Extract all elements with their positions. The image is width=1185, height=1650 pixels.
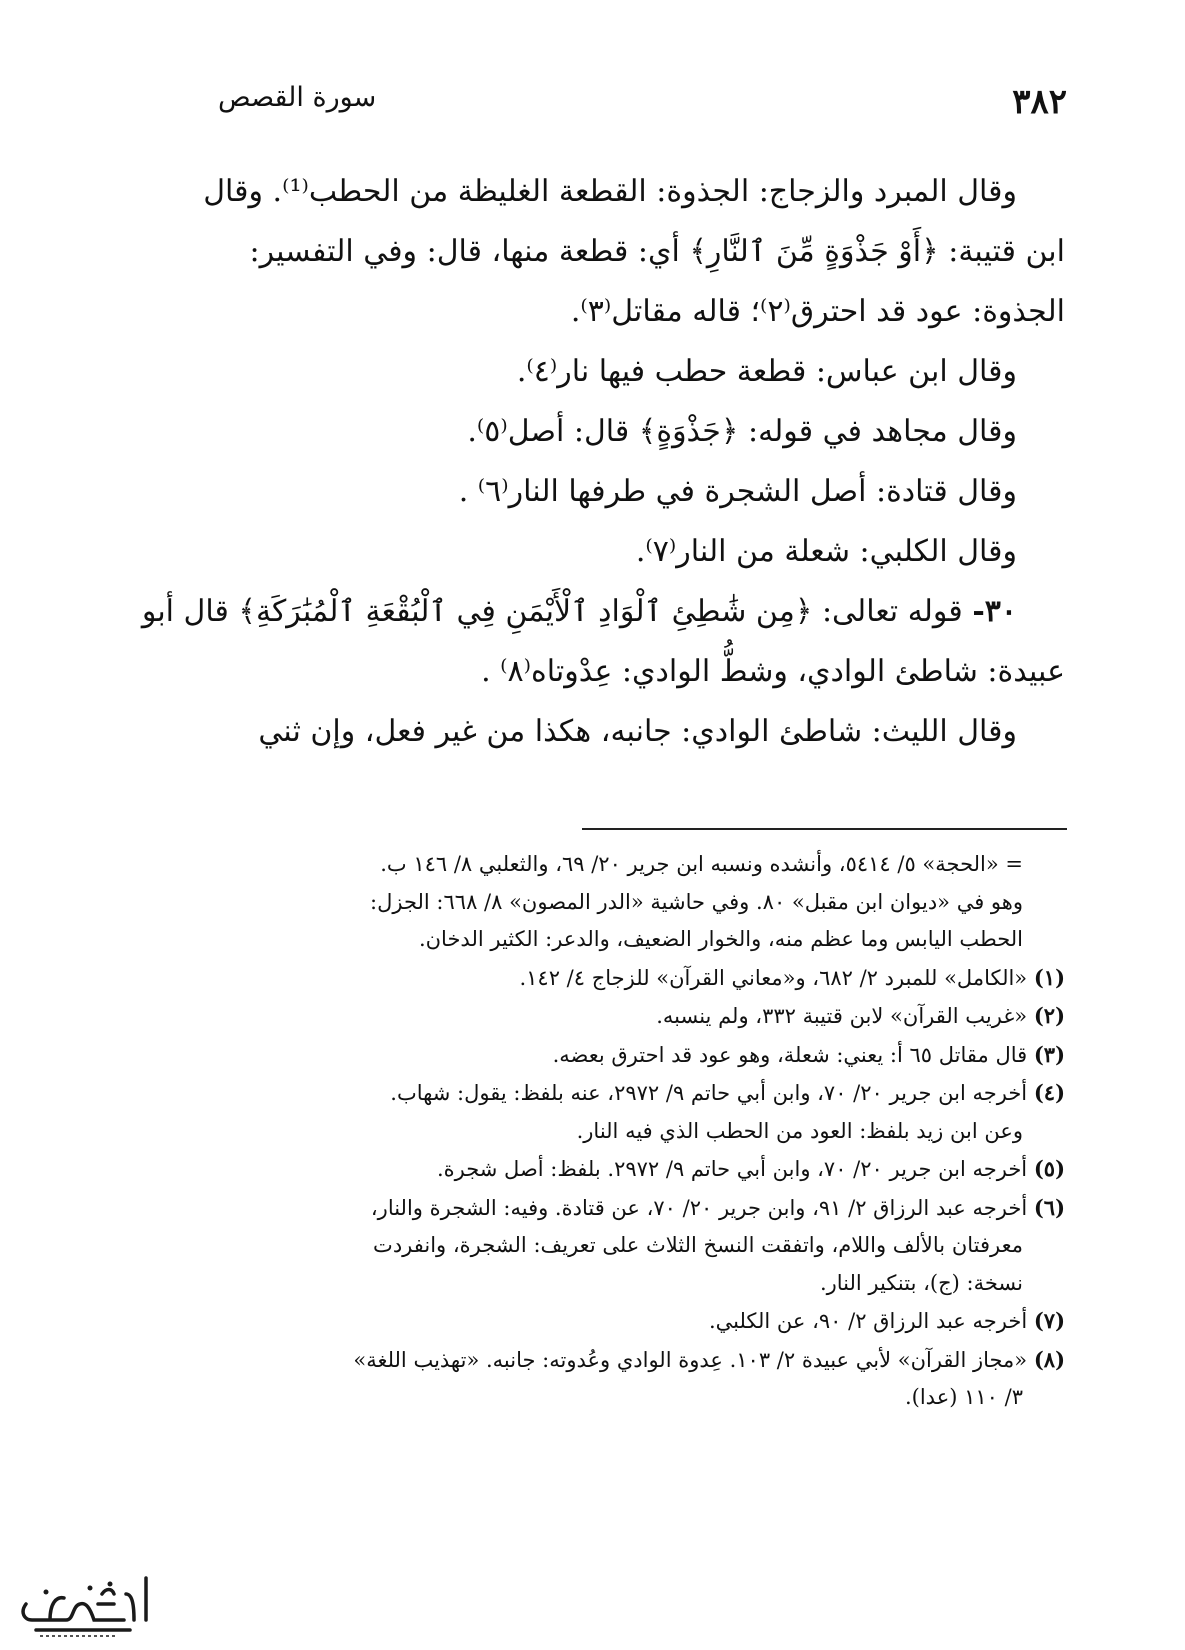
footnote-number: (٦) [1033, 1194, 1065, 1220]
surah-name: سورة القصص [218, 82, 377, 113]
footnote-line: = «الحجة» ٥/ ٥٤١٤، وأنشده ونسبه ابن جرير ٢٠/ ٦٩، والثعلبي ٨/ ١٤٦ ب. [380, 852, 1023, 876]
footnote-text: «الكامل» للمبرد ٢/ ٦٨٢، و«معاني القرآن» للزجاج ٤/ ١٤٢. [519, 965, 1028, 990]
main-line: وقال قتادة: أصل الشجرة في طرفها النار⁽٦⁾ . [458, 474, 1017, 509]
footnote-7 [120, 1302, 1065, 1341]
main-line: وقال الكلبي: شعلة من النار⁽٧⁾. [635, 534, 1017, 569]
footnote-1 [120, 959, 1065, 998]
footnote-4 [120, 1074, 1065, 1113]
footnote-text: قال مقاتل ٦٥ أ: يعني: شعلة، وهو عود قد احترق بعضه. [552, 1042, 1028, 1067]
footnote-number: (٢) [1033, 1003, 1065, 1028]
footnote-line: معرفتان بالألف واللام، واتفقت النسخ الثلاث على تعريف: الشجرة، وانفردت [373, 1233, 1023, 1257]
page-number: ٣٨٢ [1012, 82, 1067, 122]
main-line: الجذوة: عود قد احترق⁽٢⁾؛ قاله مقاتل⁽٣⁾. [570, 294, 1065, 329]
footnote-line: وعن ابن زيد بلفظ: العود من الحطب الذي فيه النار. [576, 1118, 1023, 1143]
verse-text: قوله تعالى: ﴿مِن شَٰطِئِ ٱلْوَادِ ٱلْأَيْمَنِ فِي ٱلْبُقْعَةِ ٱلْمُبَٰرَكَةِ﴾ قال أبو [141, 594, 963, 629]
verse-line [120, 582, 1065, 642]
main-line: عبيدة: شاطئ الوادي، وشطُّ الوادي: عِدْوتاه⁽٨⁾ . [481, 654, 1065, 689]
footnote-divider [582, 828, 1067, 830]
main-line: ابن قتيبة: ﴿أَوْ جَذْوَةٍ مِّنَ ٱلنَّارِ﴾ أي: قطعة منها، قال: وفي التفسير: [249, 234, 1065, 269]
footnote-2 [120, 997, 1065, 1036]
verse-number: ٣٠- [972, 594, 1017, 629]
footnotes [120, 846, 1065, 1417]
main-line: وقال المبرد والزجاج: الجذوة: القطعة الغليظة من الحطب⁽¹⁾. وقال [203, 174, 1017, 209]
main-line: وقال الليث: شاطئ الوادي: جانبه، هكذا من غير فعل، وإن ثني [258, 714, 1017, 749]
footnote-5 [120, 1150, 1065, 1189]
footnote-text: أخرجه ابن جرير ٢٠/ ٧٠، وابن أبي حاتم ٩/ ٢٩٧٢. بلفظ: أصل شجرة. [436, 1157, 1028, 1181]
footnote-text: «غريب القرآن» لابن قتيبة ٣٣٢، ولم ينسبه. [656, 1004, 1028, 1028]
footnote-text: «مجاز القرآن» لأبي عبيدة ٢/ ١٠٣. عِدوة الوادي وعُدوته: جانبه. «تهذيب اللغة» [353, 1347, 1028, 1372]
footnote-line: الحطب اليابس وما عظم منه، والخوار الضعيف، والدعر: الكثير الدخان. [418, 927, 1023, 951]
main-text [120, 162, 1065, 762]
footnote-3 [120, 1036, 1065, 1075]
footnote-number: (٣) [1033, 1041, 1065, 1067]
footnote-number: (٧) [1033, 1308, 1065, 1333]
footnote-number: (٥) [1033, 1156, 1065, 1181]
footnote-number: (٨) [1033, 1346, 1065, 1372]
footnote-text: أخرجه ابن جرير ٢٠/ ٧٠، وابن أبي حاتم ٩/ ٢٩٧٢، عنه بلفظ: يقول: شهاب. [390, 1081, 1028, 1105]
footnote-8 [120, 1341, 1065, 1380]
footnote-number: (١) [1033, 964, 1065, 990]
footnote-line: نسخة: (ج)، بتنكير النار. [819, 1270, 1023, 1295]
main-line: وقال ابن عباس: قطعة حطب فيها نار⁽٤⁾. [516, 354, 1017, 389]
main-line: وقال مجاهد في قوله: ﴿جَذْوَةٍ﴾ قال: أصل⁽٥⁾. [467, 414, 1017, 449]
watermark-logo-icon [6, 1564, 156, 1640]
footnote-text: أخرجه عبد الرزاق ٢/ ٩١، وابن جرير ٢٠/ ٧٠، عن قتادة. وفيه: الشجرة والنار، [370, 1195, 1028, 1220]
footnote-6 [120, 1189, 1065, 1228]
footnote-line: ٣/ ١١٠ (عدا). [904, 1385, 1023, 1409]
footnote-text: أخرجه عبد الرزاق ٢/ ٩٠، عن الكلبي. [708, 1309, 1028, 1333]
footnote-number: (٤) [1033, 1080, 1065, 1105]
footnote-line: وهو في «ديوان ابن مقبل» ٨٠. وفي حاشية «الدر المصون» ٨/ ٦٦٨: الجزل: [370, 889, 1023, 914]
